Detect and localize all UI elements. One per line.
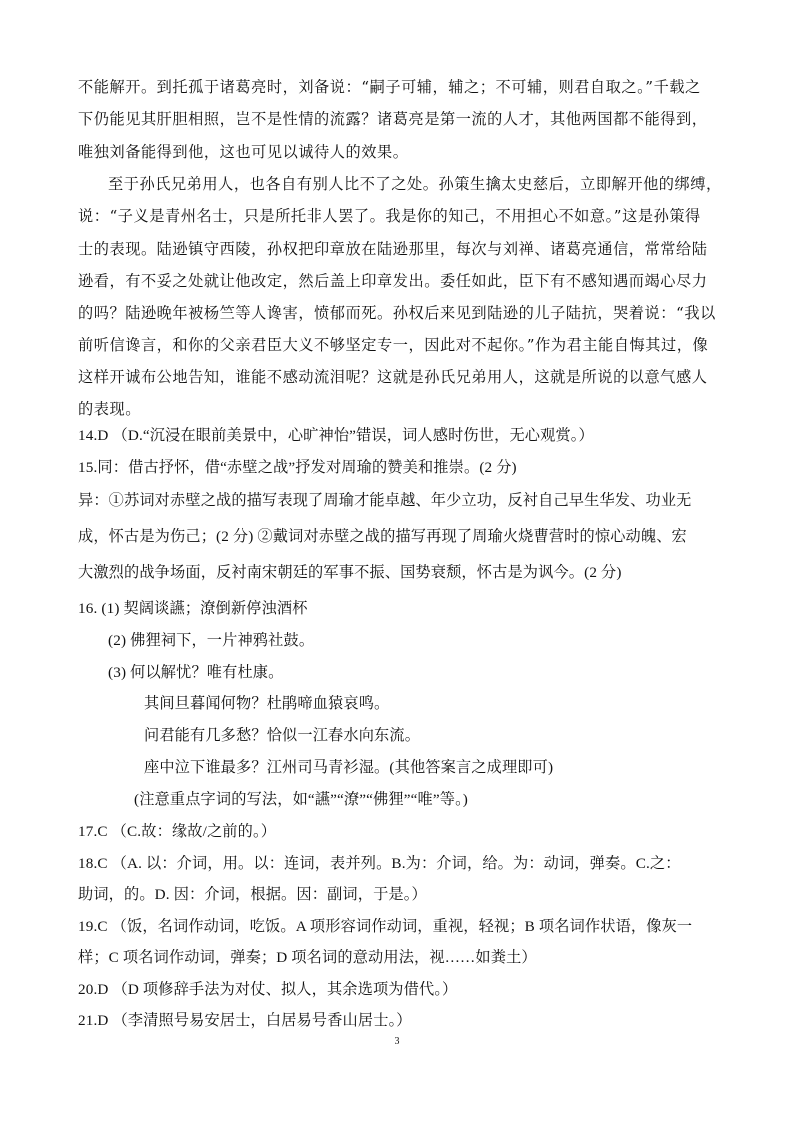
answer-16-line: 16. (1) 契阔谈讌；潦倒新停浊酒杯 [78, 600, 308, 617]
answer-20: 20.D （D 项修辞手法为对仗、拟人，其余选项为借代。） [78, 981, 458, 998]
answer-21: 21.D （李清照号易安居士，白居易号香山居士。） [78, 1012, 412, 1029]
answer-18-line: 助词，的。D. 因：介词，根据。因：副词，于是。） [78, 886, 427, 903]
explanation-line: 至于孙氏兄弟用人，也各自有别人比不了之处。孙策生擒太史慈后，立即解开他的绑缚， [108, 175, 722, 193]
answer-16-note: (注意重点字词的写法，如“讌”“潦”“佛狸”“唯”等。) [134, 791, 469, 808]
explanation-line: 下仍能见其肝胆相照，岂不是性情的流露？诸葛亮是第一流的人才，其他两国都不能得到， [78, 110, 708, 128]
explanation-line: 这样开诚布公地告知，谁能不感动流泪呢？这就是孙氏兄弟用人，这就是所说的以意气感人 [78, 368, 708, 386]
answer-15-same: 15.同：借古抒怀，借“赤壁之战”抒发对周瑜的赞美和推崇。(2 分) [78, 459, 517, 476]
answer-15-diff-line: 大激烈的战争场面，反衬南宋朝廷的军事不振、国势衰颓，怀古是为讽今。(2 分) [78, 564, 622, 581]
answer-16-line: 座中泣下谁最多？江州司马青衫湿。(其他答案言之成理即可) [144, 759, 554, 776]
explanation-line: 不能解开。到托孤于诸葛亮时，刘备说：“嗣子可辅，辅之；不可辅，则君自取之。”千载之 [78, 78, 701, 96]
answer-17: 17.C （C.故：缘故/之前的。） [78, 823, 277, 840]
answer-15-diff-line: 异：①苏词对赤壁之战的描写表现了周瑜才能卓越、年少立功，反衬自己早生华发、功业无 [78, 492, 692, 509]
explanation-line: 唯独刘备能得到他，这也可见以诚待人的效果。 [78, 143, 409, 161]
answer-16-line: (3) 何以解忧？唯有杜康。 [108, 664, 284, 681]
answer-15-diff-line: 成，怀古是为伤己；(2 分) ②戴词对赤壁之战的描写再现了周瑜火烧曹营时的惊心动魄、宏 [78, 528, 687, 545]
explanation-line: 士的表现。陆逊镇守西陵，孙权把印章放在陆逊那里，每次与刘禅、诸葛亮通信，常常给陆 [78, 240, 708, 258]
answer-16-line: (2) 佛狸祠下，一片神鸦社鼓。 [108, 632, 315, 649]
answer-14: 14.D （D.“沉浸在眼前美景中，心旷神怡”错误，词人感时伤世，无心观赏。） [78, 427, 594, 444]
explanation-line: 的吗？陆逊晚年被杨竺等人谗害，愤郁而死。孙权后来见到陆逊的儿子陆抗，哭着说：“我以 [78, 304, 716, 322]
explanation-line: 的表现。 [78, 400, 141, 418]
explanation-line: 说：“子义是青州名士，只是所托非人罢了。我是你的知己，不用担心不如意。”这是孙策得 [78, 207, 701, 225]
answer-19-line: 样；C 项名词作动词，弹奏；D 项名词的意动用法，视……如粪土） [78, 949, 537, 966]
page-number: 3 [394, 1036, 400, 1047]
explanation-line: 逊看，有不妥之处就让他改定，然后盖上印章发出。委任如此，臣下有不感知遇而竭心尽力 [78, 272, 708, 290]
answer-16-line: 其间旦暮闻何物？杜鹃啼血猿哀鸣。 [144, 695, 390, 712]
answer-19-line: 19.C （饭，名词作动词，吃饭。A 项形容词作动词，重视，轻视；B 项名词作状语，像灰一 [78, 918, 693, 935]
answer-18-line: 18.C （A. 以：介词，用。以：连词，表并列。B.为：介词，给。为：动词，弹奏。C.之： [78, 855, 681, 872]
answer-16-line: 问君能有几多愁？恰似一江春水向东流。 [144, 727, 421, 744]
explanation-line: 前听信谗言，和你的父亲君臣大义不够坚定专一，因此对不起你。”作为君主能自悔其过，像 [78, 336, 709, 354]
